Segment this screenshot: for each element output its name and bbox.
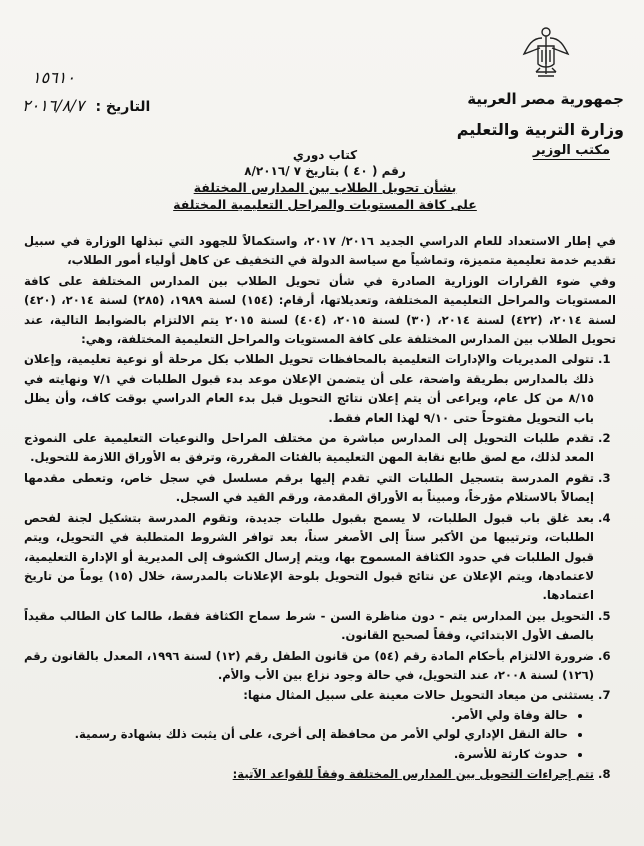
rule-item: 1. تتولى المديريات والإدارات التعليمية بالمحافظات تحويل الطلاب بكل مرحلة أو نوعية تعليمية، وإعلان ذلك بالمدارس بطريقة واضحة، على أن يتضمن الإعلان موعد بدء قبول الطلبات في ٧/١ ونهايته في ٨/١٥ من كل عام، ويراعى أن يتم إعلان نتائج التحويل قبل بدء العام الدراسي بوقت كاف، وأن يظل باب التحويل مفتوحاً حتى ٩/١٠ لهذا العام فقط. [24,350,594,428]
document-type: كتاب دوري [292,148,358,162]
date-value: ٢٠١٦/٨/٧ [22,96,85,115]
document-body [24,232,616,785]
intro-paragraph-2: وفي ضوء القرارات الوزارية الصادرة في شأن تحويل الطلاب بين المدارس المختلفة على كافة المستويات والمراحل التعليمية المختلفة، وتعديلاتها، أرقام: (١٥٤) لسنة ١٩٨٩، (٢٨٥) لسنة ٢٠١٤، (٤٢٠) لسنة ٢٠١٤، (٤٢٢) لسنة ٢٠١٤، (٣٠) لسنة ٢٠١٥، (٤٠٤) لسنة ٢٠١٥ يتم الالتزام بالضوابط التالية، عند تحويل الطلاب بين المدارس المختلفة على كافة المستويات والمراحل التعليمية المختلفة، وهي: [24,273,616,347]
document-number-line: رقم ( ٤٠ ) بتاريخ ٧ /٨/٢٠١٦ [244,164,406,178]
exception-item: • حدوث كارثة للأسرة. [24,745,568,764]
subject-line-2: على كافة المستويات والمراحل التعليمية المختلفة [173,197,477,212]
rule-item: 3. تقوم المدرسة بتسجيل الطلبات التي تقدم إليها برقم مسلسل في سجل خاص، وتعطى مقدمها إيصالاً بالاستلام مؤرخاً، ومبيناً به الأوراق المقدمة، ورقم القيد في السجل. [24,469,594,508]
rules-list [24,350,616,784]
country-name: جمهورية مصر العربية [467,90,624,108]
eagle-emblem-icon [522,24,570,80]
exceptions-list [24,706,594,764]
exception-item: • حالة وفاة ولي الأمر. [24,706,568,725]
subject-line-1: بشأن تحويل الطلاب بين المدارس المختلفة [193,180,457,195]
rule-item: 6. ضرورة الالتزام بأحكام المادة رقم (٥٤) من قانون الطفل رقم (١٢) لسنة ١٩٩٦، المعدل بالقانون رقم (١٢٦) لسنة ٢٠٠٨، عند التحويل، في حالة وجود نزاع بين الأب والأم. [24,647,594,686]
exceptions-heading: يستثنى من ميعاد التحويل حالات معينة على سبيل المثال منها: [243,688,594,703]
intro-paragraph-1: في إطار الاستعداد للعام الدراسي الجديد ٢٠١٦/ ٢٠١٧، واستكمالاً للجهود التي تبذلها الوزارة في سبيل تقديم خدمة تعليمية متميزة، وتماشياً مع سياسة الدولة في التخفيف عن كاهل أولياء أمور الطلاب، [24,234,616,268]
document-titles [140,148,510,212]
rule-item: 4. بعد غلق باب قبول الطلبات، لا يسمح بقبول طلبات جديدة، وتقوم المدرسة بتشكيل لجنة لفحص الطلبات، وترتيبها من الأكبر سناً إلى الأصغر سناً، بعد توافر الشروط المتطلبة في التحويل، ويتم قبول الطلبات في حدود الكثافة المسموح بها، ويتم إرسال الكشوف إلى المديرية أو الإدارة التعليمية، لاعتمادها، ويتم الإعلان عن نتائج قبول التحويل بلوحة الإعلانات بالمدرسة، خلال (١٥) يوماً من تاريخ اعتمادها. [24,509,594,606]
rule-item: 5. التحويل بين المدارس يتم - دون مناظرة السن - شرط سماح الكثافة فقط، طالما كان الطالب مقيداً بالصف الأول الابتدائي، وفقاً لصحيح القانون. [24,607,594,646]
ministry-name: وزارة التربية والتعليم [456,120,624,139]
office-name: مكتب الوزير [533,143,610,160]
date-label: التاريخ : [95,99,151,115]
rule-item-procedures: 8. تتم إجراءات التحويل بين المدارس المختلفة وفقاً للقواعد الآتية: [24,765,594,784]
rule-item-exceptions [24,686,594,764]
rule-item: 2. تقدم طلبات التحويل إلى المدارس مباشرة من مختلف المراحل والنوعيات التعليمية على النموذج المعد لذلك، مع لصق طابع نقابة المهن التعليمية بالفئات المقررة، وترفق به الأوراق اللازمة للتحويل. [24,429,594,468]
date-row [22,96,150,115]
exception-item: • حالة النقل الإداري لولي الأمر من محافظة إلى أخرى، على أن يثبت ذلك بشهادة رسمية. [24,725,568,744]
reference-number: ١٥٦١٠ [32,68,75,87]
